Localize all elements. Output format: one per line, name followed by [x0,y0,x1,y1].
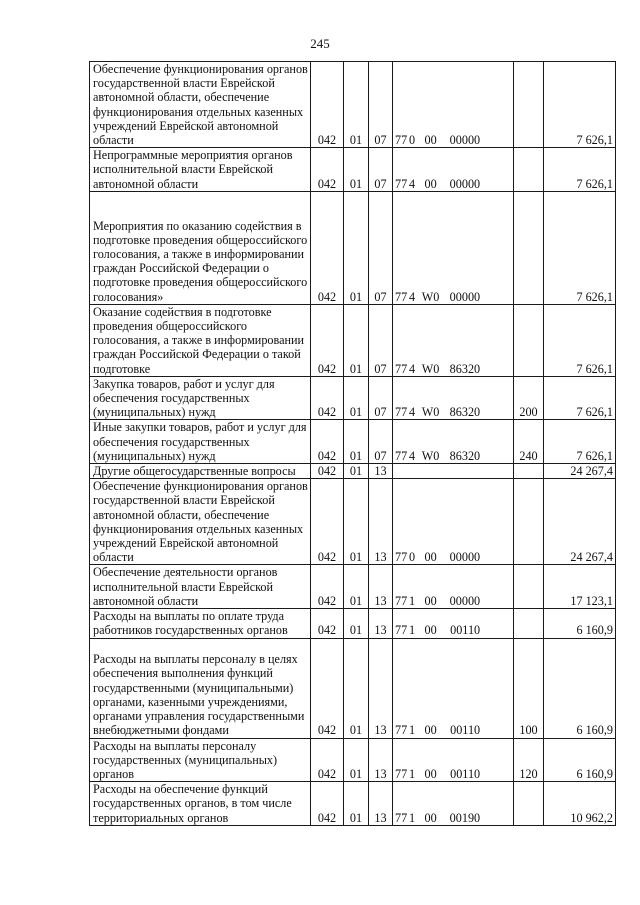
subprogram-code: 4 [409,289,416,304]
ministry-code: 042 [311,565,344,609]
table-row [90,191,616,304]
direction-code: 00 [424,766,437,781]
expense-type-code: 240 [514,420,544,464]
subprogram-code: 0 [409,133,416,148]
row-name: Расходы на выплаты персоналу в целях обеспечения выполнения функций государственными (муниципальными) органами, казенными учреждениями, органами управления государственными внебюджетными фондами [90,638,311,738]
section-code: 01 [344,62,369,148]
program-code: 77 [395,723,408,738]
ministry-code: 042 [311,148,344,192]
amount: 10 962,2 [544,782,616,826]
direction-code: 00 [424,623,437,638]
amount: 6 160,9 [544,609,616,638]
ministry-code: 042 [311,376,344,420]
program-code: 77 [395,405,408,420]
section-code: 01 [344,738,369,782]
subprogram-code: 1 [409,623,416,638]
subprogram-code: 0 [409,550,416,565]
direction-code: 00 [424,176,437,191]
table-row [90,148,616,192]
amount: 17 123,1 [544,565,616,609]
section-code: 01 [344,565,369,609]
direction-code: W0 [421,361,440,376]
program-code: 77 [395,133,408,148]
expense-type-code [514,464,544,479]
expense-type-code: 120 [514,738,544,782]
expense-direction-code: 00000 [449,289,481,304]
expense-type-code [514,62,544,148]
expense-direction-code: 00000 [449,133,481,148]
direction-code: 00 [424,550,437,565]
table-row [90,638,616,738]
expense-type-code [514,191,544,304]
program-code: 77 [395,176,408,191]
target-article-code [393,464,514,479]
subprogram-code: 1 [409,593,416,608]
target-article-code [393,565,514,609]
row-name: Другие общегосударственные вопросы [90,464,311,479]
program-code: 77 [395,448,408,463]
row-name: Мероприятия по оказанию содействия в подготовке проведения общероссийского голосования, а также в информировании граждан Российской Федерации о подготовке проведения общероссийского голосования» [90,191,311,304]
table-row [90,420,616,464]
expense-direction-code: 00000 [449,550,481,565]
subsection-code: 07 [369,62,393,148]
target-article-code [393,148,514,192]
ministry-code: 042 [311,609,344,638]
subsection-code: 13 [369,479,393,565]
direction-code: W0 [421,405,440,420]
program-code: 77 [395,810,408,825]
target-article-code [393,62,514,148]
direction-code: 00 [424,723,437,738]
subsection-code: 13 [369,609,393,638]
expense-type-code [514,304,544,376]
page-number: 245 [310,36,330,51]
expense-direction-code: 00000 [449,176,481,191]
row-name: Обеспечение деятельности органов исполнительной власти Еврейской автономной области [90,565,311,609]
subsection-code: 07 [369,191,393,304]
expense-direction-code: 00190 [449,810,481,825]
section-code: 01 [344,782,369,826]
direction-code: W0 [421,448,440,463]
ministry-code: 042 [311,420,344,464]
subsection-code: 07 [369,420,393,464]
row-name: Оказание содействия в подготовке проведения общероссийского голосования, а также в информировании граждан Российской Федерации о такой подготовке [90,304,311,376]
amount: 7 626,1 [544,191,616,304]
table-row [90,376,616,420]
target-article-code [393,304,514,376]
row-name: Обеспечение функционирования органов государственной власти Еврейской автономной области, обеспечение функционирования отдельных казенных учреждений Еврейской автономной области [90,479,311,565]
direction-code: 00 [424,593,437,608]
table-row [90,782,616,826]
expense-direction-code: 00000 [449,593,481,608]
subprogram-code: 4 [409,405,416,420]
table-row [90,304,616,376]
row-name: Закупка товаров, работ и услуг для обеспечения государственных (муниципальных) нужд [90,376,311,420]
table-row [90,609,616,638]
amount: 24 267,4 [544,464,616,479]
ministry-code: 042 [311,738,344,782]
section-code: 01 [344,304,369,376]
row-name: Непрограммные мероприятия органов исполнительной власти Еврейской автономной области [90,148,311,192]
table-row [90,738,616,782]
expense-type-code: 200 [514,376,544,420]
subprogram-code: 1 [409,766,416,781]
table-row [90,62,616,148]
target-article-code [393,782,514,826]
budget-table-body [90,62,616,826]
expense-type-code [514,565,544,609]
amount: 7 626,1 [544,148,616,192]
section-code: 01 [344,420,369,464]
target-article-code [393,376,514,420]
direction-code: 00 [424,810,437,825]
ministry-code: 042 [311,479,344,565]
subsection-code: 13 [369,782,393,826]
direction-code: W0 [421,289,440,304]
subprogram-code: 4 [409,448,416,463]
amount: 7 626,1 [544,420,616,464]
ministry-code: 042 [311,782,344,826]
target-article-code [393,738,514,782]
amount: 24 267,4 [544,479,616,565]
ministry-code: 042 [311,62,344,148]
target-article-code [393,479,514,565]
subsection-code: 07 [369,376,393,420]
expense-direction-code: 00110 [450,623,481,638]
table-row [90,464,616,479]
row-name: Расходы на обеспечение функций государственных органов, в том числе территориальных органов [90,782,311,826]
budget-table [89,61,616,826]
target-article-code [393,609,514,638]
section-code: 01 [344,376,369,420]
amount: 7 626,1 [544,376,616,420]
section-code: 01 [344,191,369,304]
subprogram-code: 4 [409,176,416,191]
amount: 7 626,1 [544,62,616,148]
expense-type-code [514,479,544,565]
section-code: 01 [344,479,369,565]
subprogram-code: 1 [409,723,416,738]
expense-direction-code: 00110 [450,723,481,738]
row-name: Иные закупки товаров, работ и услуг для обеспечения государственных (муниципальных) нужд [90,420,311,464]
expense-type-code [514,782,544,826]
target-article-code [393,191,514,304]
subprogram-code: 1 [409,810,416,825]
amount: 7 626,1 [544,304,616,376]
section-code: 01 [344,638,369,738]
program-code: 77 [395,550,408,565]
section-code: 01 [344,148,369,192]
expense-direction-code: 86320 [449,405,481,420]
amount: 6 160,9 [544,738,616,782]
ministry-code: 042 [311,191,344,304]
expense-type-code: 100 [514,638,544,738]
subsection-code: 13 [369,565,393,609]
program-code: 77 [395,593,408,608]
amount: 6 160,9 [544,638,616,738]
target-article-code [393,420,514,464]
expense-direction-code: 86320 [449,361,481,376]
subsection-code: 13 [369,638,393,738]
expense-direction-code: 00110 [450,766,481,781]
ministry-code: 042 [311,638,344,738]
table-row [90,479,616,565]
row-name: Расходы на выплаты персоналу государственных (муниципальных) органов [90,738,311,782]
subprogram-code: 4 [409,361,416,376]
program-code: 77 [395,289,408,304]
subsection-code: 07 [369,148,393,192]
ministry-code: 042 [311,304,344,376]
expense-type-code [514,148,544,192]
subsection-code: 13 [369,738,393,782]
subsection-code: 07 [369,304,393,376]
ministry-code: 042 [311,464,344,479]
program-code: 77 [395,766,408,781]
direction-code: 00 [424,133,437,148]
program-code: 77 [395,361,408,376]
row-name: Обеспечение функционирования органов государственной власти Еврейской автономной области, обеспечение функционирования отдельных казенных учреждений Еврейской автономной области [90,62,311,148]
target-article-code [393,638,514,738]
program-code: 77 [395,623,408,638]
expense-direction-code: 86320 [449,448,481,463]
subsection-code: 13 [369,464,393,479]
row-name: Расходы на выплаты по оплате труда работников государственных органов [90,609,311,638]
section-code: 01 [344,464,369,479]
section-code: 01 [344,609,369,638]
table-row [90,565,616,609]
expense-type-code [514,609,544,638]
